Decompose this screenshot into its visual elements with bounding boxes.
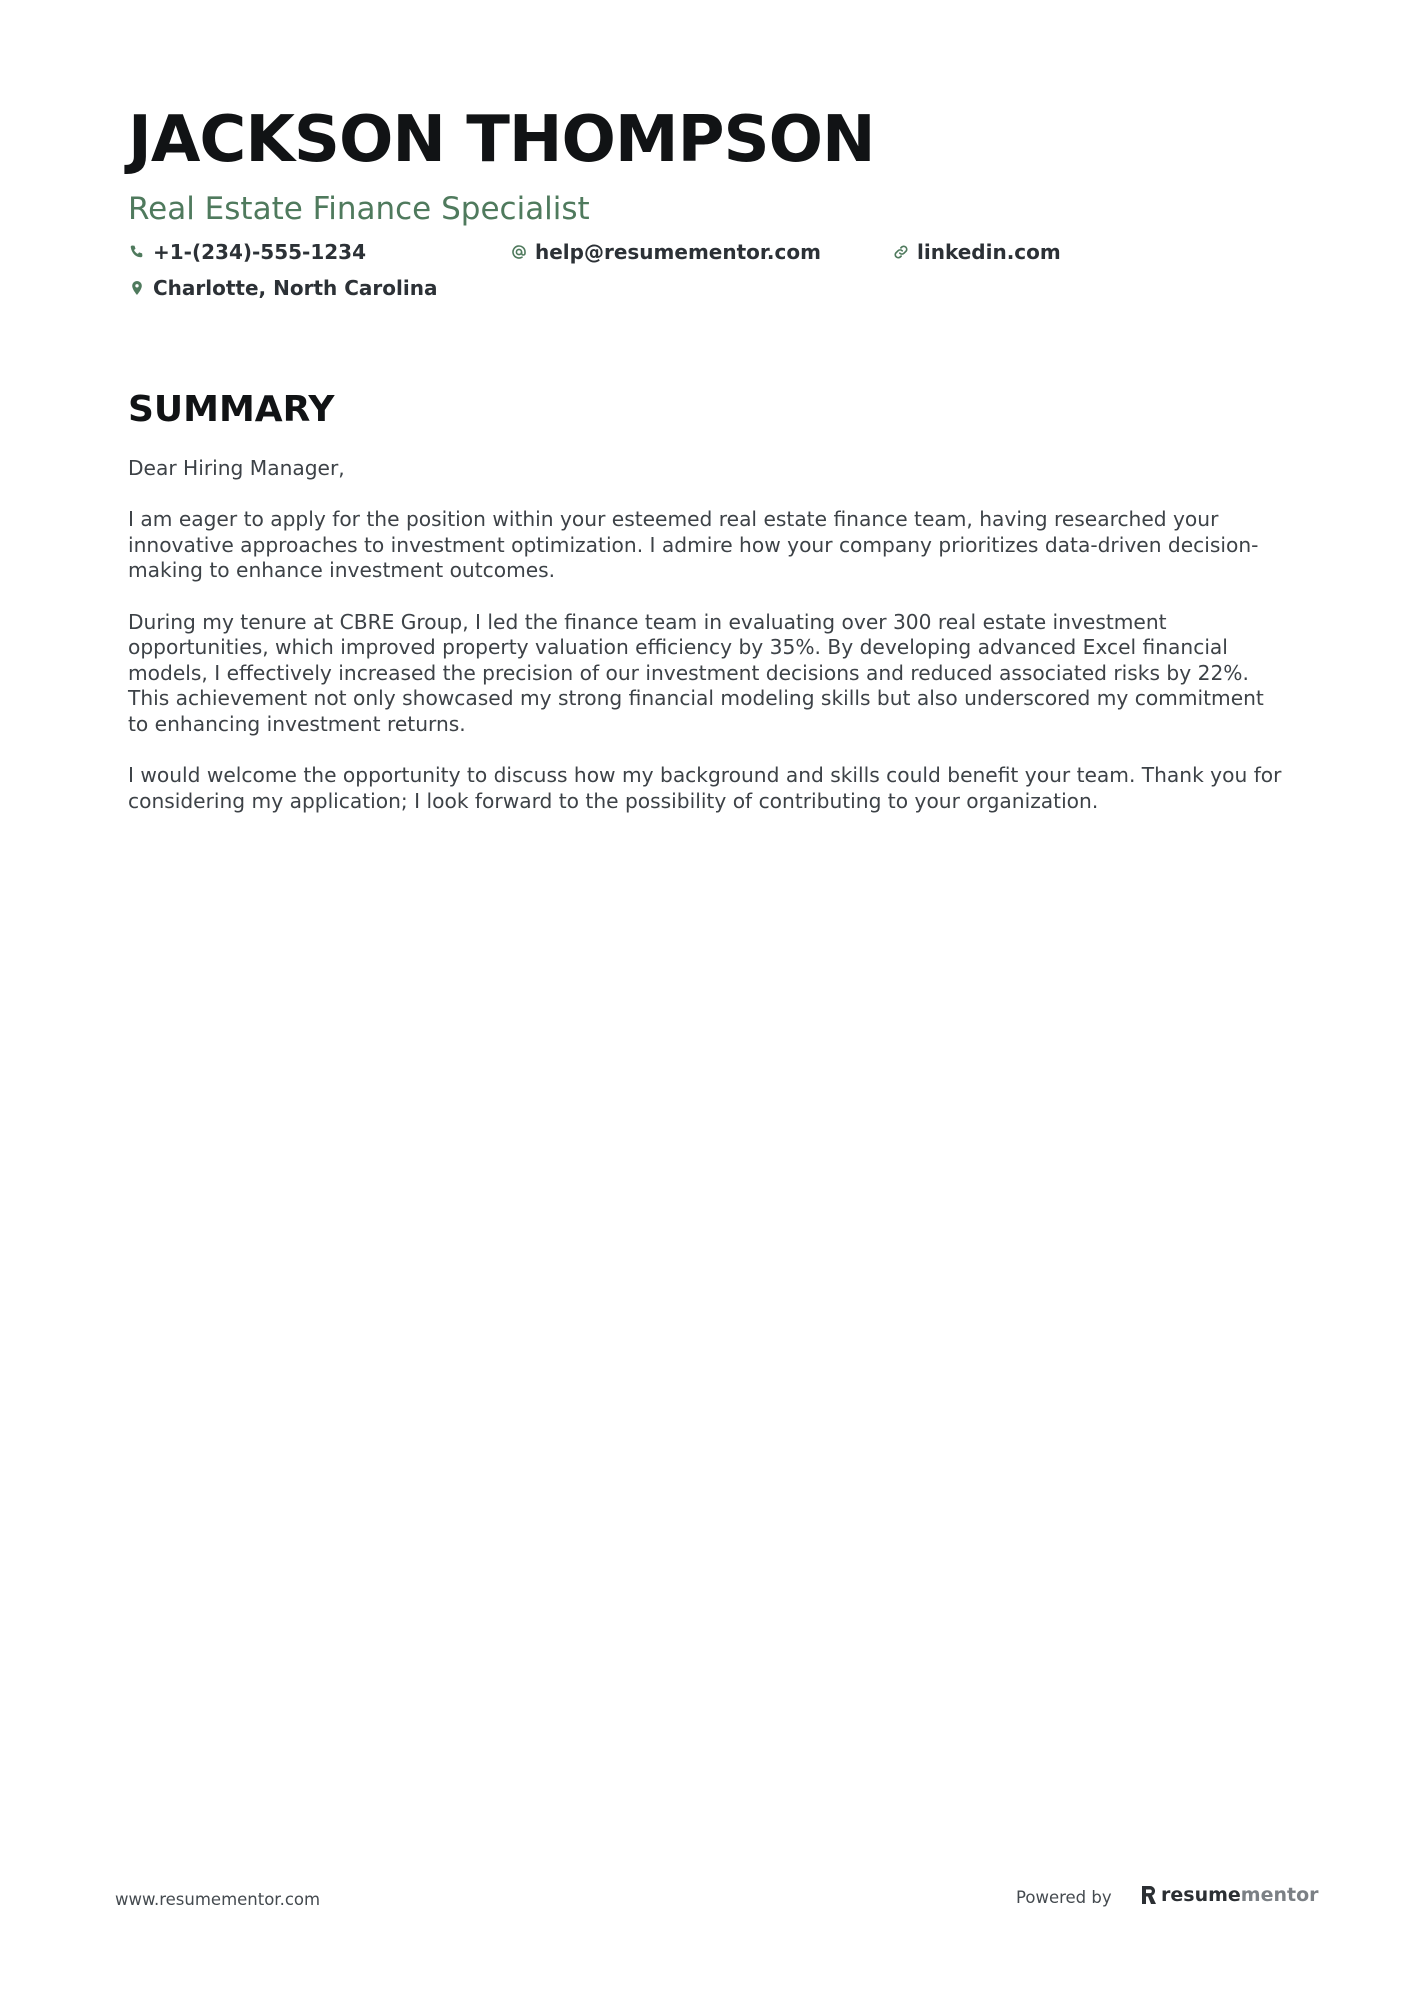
- summary-heading: SUMMARY: [128, 389, 335, 430]
- letter-paragraph: I am eager to apply for the position within your esteemed real estate finance team, having researched your innovative approaches to investment optimization. I admire how your company prioritizes data-driven decision-making to enhance investment outcomes.: [128, 507, 1259, 583]
- candidate-name: JACKSON THOMPSON: [128, 103, 875, 177]
- contact-location: [128, 276, 437, 300]
- summary-body: [128, 456, 1288, 840]
- contact-link[interactable]: [892, 240, 1061, 264]
- brand-name-part1: resume: [1161, 1884, 1241, 1906]
- contact-email-text: help@resumementor.com: [535, 240, 821, 264]
- contact-phone: [128, 240, 366, 264]
- link-icon: [892, 243, 910, 261]
- at-icon: [510, 243, 528, 261]
- contact-phone-text: +1-(234)-555-1234: [153, 240, 367, 264]
- contact-email[interactable]: [510, 240, 821, 264]
- brand-logo[interactable]: [1140, 1884, 1319, 1906]
- contact-location-text: Charlotte, North Carolina: [153, 276, 438, 300]
- powered-by-label: Powered by: [1016, 1888, 1112, 1907]
- contact-link-text: linkedin.com: [917, 240, 1061, 264]
- location-pin-icon: [128, 279, 146, 297]
- brand-logo-icon: [1140, 1884, 1158, 1906]
- letter-paragraph: I would welcome the opportunity to discuss how my background and skills could benefit your team. Thank you for considering my application; I look forward to the possibility of contributing to your organization.: [128, 763, 1282, 813]
- letter-salutation: Dear Hiring Manager,: [128, 456, 345, 480]
- letter-paragraph: During my tenure at CBRE Group, I led the finance team in evaluating over 300 real estate investment opportunities, which improved property valuation efficiency by 35%. By developing advanced Excel financial models, I effectively increased the precision of our investment decisions and reduced associated risks by 22%. This achievement not only showcased my strong financial modeling skills but also underscored my commitment to enhancing investment returns.: [128, 609, 1264, 736]
- job-title: Real Estate Finance Specialist: [128, 191, 590, 227]
- footer-url[interactable]: www.resumementor.com: [115, 1890, 321, 1909]
- phone-icon: [128, 243, 146, 261]
- brand-name-part2: mentor: [1240, 1884, 1319, 1906]
